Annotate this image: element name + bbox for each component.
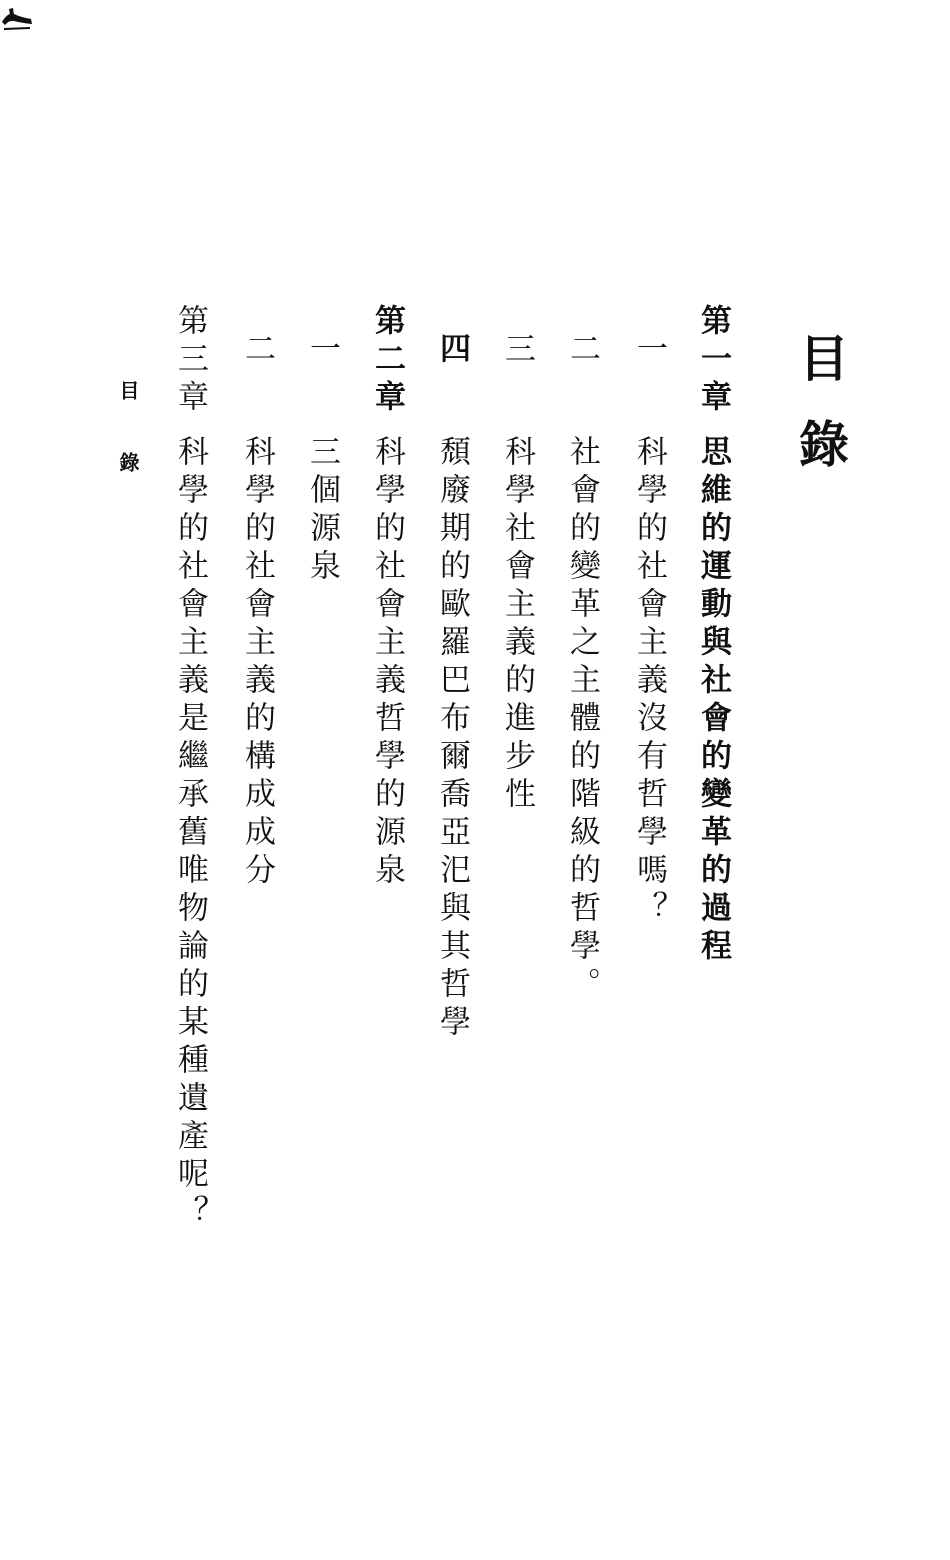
toc-entry-label: 第二章 [369,304,405,418]
toc-entry-text: 科學社會主義的進步性 [499,435,535,815]
toc-entry-text: 三個源泉 [304,435,340,587]
page-title: 目錄 [791,332,850,504]
toc-entry-label: 二 [239,332,275,370]
toc-entry-text: 科學的社會主義是繼承舊唯物論的某種遺產呢？ [172,435,208,1233]
toc-entry-text: 科學的社會主義的構成成分 [239,435,275,891]
toc-entry-label: 第一章 [695,304,731,418]
toc-entry-label: 一 [631,332,667,370]
toc-entry-text: 科學的社會主義哲學的源泉 [369,435,405,891]
toc-entry-text: 科學的社會主義沒有哲學嗎？ [631,435,667,929]
toc-entry-label: 二 [564,332,600,370]
page-number [0,0,34,34]
toc-entry-label: 四 [434,332,470,370]
toc-entry-label: 第三章 [172,304,208,418]
running-head: 目錄 [116,380,140,524]
toc-entry-label: 三 [499,332,535,370]
toc-entry-text: 社會的變革之主體的階級的哲學。 [564,435,600,1005]
toc-entry-text: 思維的運動與社會的變革的過程 [695,435,731,967]
page-number-mark [0,0,34,34]
toc-entry-text: 頹廢期的歐羅巴布爾喬亞汜與其哲學 [434,435,470,1043]
toc-entry-label: 一 [304,332,340,370]
